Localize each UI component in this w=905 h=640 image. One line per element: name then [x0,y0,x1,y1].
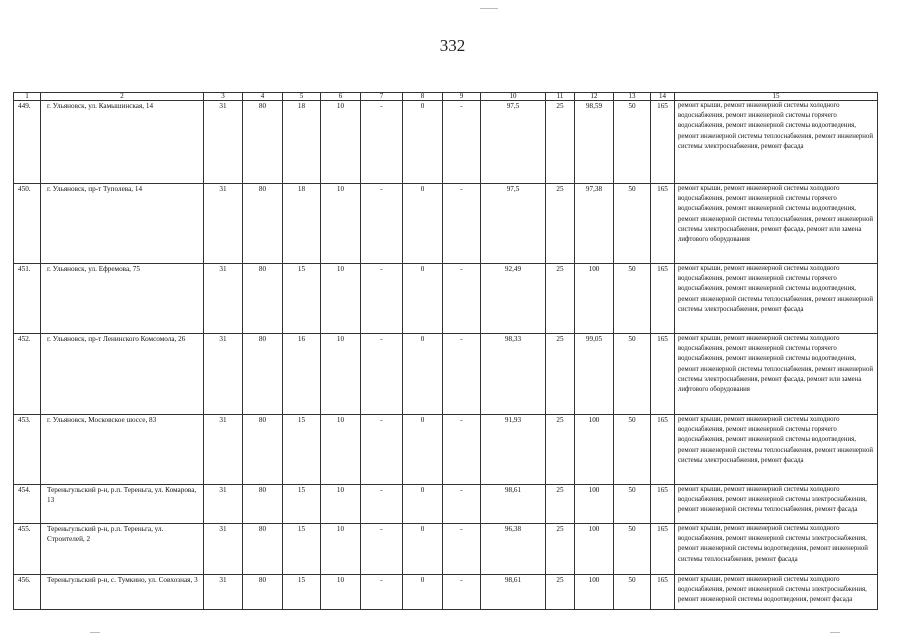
value-cell: 97,5 [481,101,546,184]
row-number: 450. [14,184,41,264]
row-number: 452. [14,334,41,415]
value-cell: 50 [614,485,651,524]
column-header: 9 [443,93,481,101]
value-cell: 0 [403,575,443,610]
value-cell: 15 [283,575,321,610]
table-row [14,264,878,334]
value-cell: 100 [575,524,614,575]
column-number-row [14,93,878,101]
column-header: 15 [675,93,878,101]
value-cell: 15 [283,264,321,334]
value-cell: 165 [651,485,675,524]
table-row [14,485,878,524]
value-cell: 10 [321,334,361,415]
column-header: 14 [651,93,675,101]
value-cell: 92,49 [481,264,546,334]
value-cell: - [443,575,481,610]
value-cell: 165 [651,524,675,575]
row-number: 455. [14,524,41,575]
row-number: 449. [14,101,41,184]
row-number: 451. [14,264,41,334]
value-cell: - [443,485,481,524]
value-cell: - [443,101,481,184]
value-cell: 50 [614,575,651,610]
value-cell: 25 [546,415,575,485]
value-cell: 165 [651,264,675,334]
value-cell: 25 [546,485,575,524]
works-cell: ремонт крыши, ремонт инженерной системы холодного водоснабжения, ремонт инженерной системы горячего водоснабжения, ремонт инженерной системы водоотведения, ремонт инженерной системы теплоснабжения, ремонт инженерной системы электроснабжения, ремонт фасада [675,264,878,334]
value-cell: 10 [321,184,361,264]
address-cell: г. Ульяновск, Московское шоссе, 83 [41,415,204,485]
value-cell: 25 [546,524,575,575]
value-cell: - [361,101,403,184]
value-cell: 98,61 [481,485,546,524]
value-cell: 100 [575,264,614,334]
value-cell: - [443,184,481,264]
scan-artifact [90,632,100,633]
value-cell: 18 [283,101,321,184]
value-cell: 0 [403,524,443,575]
value-cell: - [361,524,403,575]
address-cell: г. Ульяновск, пр-т Туполева, 14 [41,184,204,264]
address-cell: Тереньгульский р-н, с. Тумкино, ул. Совхозная, 3 [41,575,204,610]
value-cell: 80 [243,485,283,524]
value-cell: - [361,264,403,334]
table-row [14,524,878,575]
value-cell: 25 [546,575,575,610]
column-header: 7 [361,93,403,101]
value-cell: 15 [283,524,321,575]
value-cell: 100 [575,575,614,610]
page-number: 332 [439,36,466,55]
column-header: 10 [481,93,546,101]
column-header: 5 [283,93,321,101]
scan-artifact [480,8,498,9]
value-cell: - [361,485,403,524]
value-cell: 31 [204,485,243,524]
column-header: 12 [575,93,614,101]
value-cell: 91,93 [481,415,546,485]
works-cell: ремонт крыши, ремонт инженерной системы холодного водоснабжения, ремонт инженерной системы горячего водоснабжения, ремонт инженерной системы водоотведения, ремонт инженерной системы теплоснабжения, ремонт инженерной системы электроснабжения, ремонт фасада, ремонт или замена лифтового оборудования [675,184,878,264]
column-header: 4 [243,93,283,101]
value-cell: 50 [614,184,651,264]
value-cell: 80 [243,334,283,415]
value-cell: 0 [403,264,443,334]
repair-program-table-wrap [13,92,877,610]
column-header: 11 [546,93,575,101]
value-cell: 80 [243,575,283,610]
address-cell: г. Ульяновск, ул. Ефремова, 75 [41,264,204,334]
column-header: 1 [14,93,41,101]
column-header: 6 [321,93,361,101]
value-cell: 98,61 [481,575,546,610]
table-row [14,575,878,610]
value-cell: 97,38 [575,184,614,264]
value-cell: 10 [321,575,361,610]
value-cell: 31 [204,575,243,610]
value-cell: 165 [651,575,675,610]
value-cell: 25 [546,264,575,334]
address-cell: Тереньгульский р-н, р.п. Тереньга, ул. Комарова, 13 [41,485,204,524]
value-cell: 80 [243,184,283,264]
row-number: 454. [14,485,41,524]
value-cell: 97,5 [481,184,546,264]
value-cell: - [361,415,403,485]
value-cell: 16 [283,334,321,415]
value-cell: - [361,575,403,610]
value-cell: 10 [321,415,361,485]
value-cell: 31 [204,184,243,264]
value-cell: 25 [546,101,575,184]
column-header: 8 [403,93,443,101]
table-row [14,184,878,264]
value-cell: 98,59 [575,101,614,184]
table-row [14,334,878,415]
value-cell: 18 [283,184,321,264]
value-cell: - [443,334,481,415]
value-cell: 100 [575,485,614,524]
table-row [14,415,878,485]
row-number: 456. [14,575,41,610]
value-cell: 15 [283,485,321,524]
value-cell: 50 [614,524,651,575]
value-cell: 31 [204,524,243,575]
value-cell: 31 [204,264,243,334]
value-cell: 50 [614,101,651,184]
column-header: 13 [614,93,651,101]
value-cell: 25 [546,334,575,415]
value-cell: - [361,334,403,415]
value-cell: 10 [321,524,361,575]
value-cell: 15 [283,415,321,485]
value-cell: - [361,184,403,264]
value-cell: 165 [651,334,675,415]
value-cell: 0 [403,334,443,415]
value-cell: - [443,415,481,485]
value-cell: 10 [321,101,361,184]
value-cell: 165 [651,415,675,485]
row-number: 453. [14,415,41,485]
works-cell: ремонт крыши, ремонт инженерной системы холодного водоснабжения, ремонт инженерной системы электроснабжения, ремонт инженерной системы водоотведения, ремонт инженерной системы теплоснабжения, ремонт фасада [675,524,878,575]
value-cell: 0 [403,184,443,264]
value-cell: 80 [243,101,283,184]
value-cell: 80 [243,415,283,485]
address-cell: г. Ульяновск, пр-т Ленинского Комсомола, 26 [41,334,204,415]
value-cell: 80 [243,264,283,334]
value-cell: 50 [614,334,651,415]
value-cell: 31 [204,415,243,485]
value-cell: 99,05 [575,334,614,415]
value-cell: 50 [614,264,651,334]
works-cell: ремонт крыши, ремонт инженерной системы холодного водоснабжения, ремонт инженерной системы горячего водоснабжения, ремонт инженерной системы водоотведения, ремонт инженерной системы теплоснабжения, ремонт инженерной системы электроснабжения, ремонт фасада [675,415,878,485]
value-cell: 31 [204,101,243,184]
value-cell: 100 [575,415,614,485]
table-row [14,101,878,184]
works-cell: ремонт крыши, ремонт инженерной системы холодного водоснабжения, ремонт инженерной системы электроснабжения, ремонт инженерной системы водоотведения, ремонт фасада [675,575,878,610]
address-cell: г. Ульяновск, ул. Камышинская, 14 [41,101,204,184]
value-cell: 0 [403,415,443,485]
works-cell: ремонт крыши, ремонт инженерной системы холодного водоснабжения, ремонт инженерной системы горячего водоснабжения, ремонт инженерной системы водоотведения, ремонт инженерной системы теплоснабжения, ремонт инженерной системы электроснабжения, ремонт фасада [675,101,878,184]
value-cell: - [443,524,481,575]
works-cell: ремонт крыши, ремонт инженерной системы холодного водоснабжения, ремонт инженерной системы горячего водоснабжения, ремонт инженерной системы водоотведения, ремонт инженерной системы теплоснабжения, ремонт инженерной системы электроснабжения, ремонт фасада, ремонт или замена лифтового оборудования [675,334,878,415]
column-header: 3 [204,93,243,101]
value-cell: 50 [614,415,651,485]
value-cell: 0 [403,485,443,524]
value-cell: 31 [204,334,243,415]
value-cell: 96,38 [481,524,546,575]
value-cell: 165 [651,184,675,264]
value-cell: 165 [651,101,675,184]
works-cell: ремонт крыши, ремонт инженерной системы холодного водоснабжения, ремонт инженерной системы электроснабжения, ремонт инженерной системы теплоснабжения, ремонт фасада [675,485,878,524]
value-cell: 10 [321,485,361,524]
value-cell: 80 [243,524,283,575]
value-cell: 10 [321,264,361,334]
repair-program-table [13,92,878,610]
address-cell: Тереньгульский р-н, р.п. Тереньга, ул. Строителей, 2 [41,524,204,575]
value-cell: - [443,264,481,334]
column-header: 2 [41,93,204,101]
value-cell: 25 [546,184,575,264]
value-cell: 0 [403,101,443,184]
scan-artifact [830,632,840,633]
value-cell: 98,33 [481,334,546,415]
